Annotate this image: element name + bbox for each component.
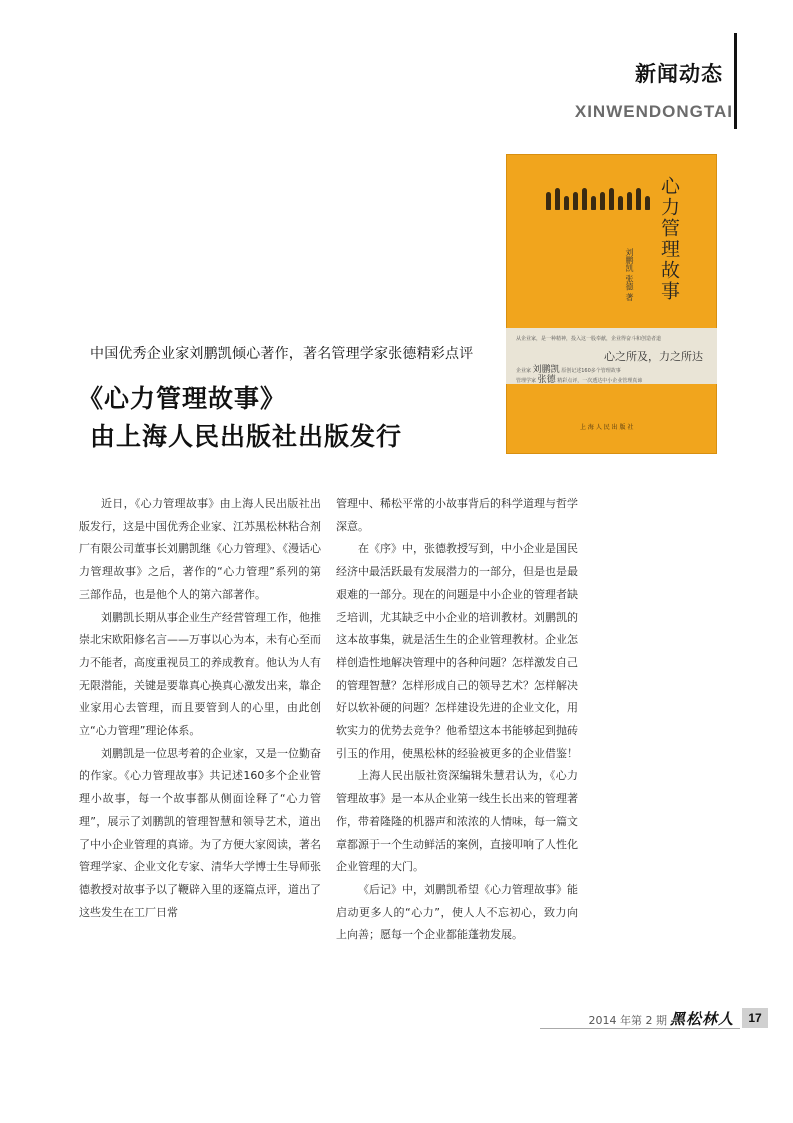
people-figures-illustration — [546, 188, 650, 210]
article-kicker: 中国优秀企业家刘鹏凯倾心著作，著名管理学家张德精彩点评 — [90, 346, 474, 362]
book-cover-band — [506, 328, 717, 384]
headline-line-2: 由上海人民出版社出版发行 — [90, 422, 403, 451]
book-cover-band-text: 从企业家，是一种精神，投入这一股奉献，企业得奋斗和创造者道 — [516, 336, 662, 342]
section-divider — [734, 33, 737, 129]
article-headline — [78, 380, 402, 456]
book-cover-authors: 刘鹏凯 张德 著 — [625, 248, 634, 302]
paragraph: 近日，《心力管理故事》由上海人民出版社出版发行，这是中国优秀企业家、江苏黑松林粘合剂厂有限公司董事长刘鹏凯继《心力管理》、《漫话心力管理故事》之后，著作的“心力管理”系列的第三部作品，也是他个人的第六部著作。 — [79, 497, 321, 601]
section-title: 新闻动态 — [635, 62, 723, 86]
article-column-right — [336, 493, 578, 947]
book-cover-image — [506, 154, 717, 454]
issue-label: 2014 年第 2 期 — [588, 1014, 667, 1027]
footer-rule — [540, 1028, 740, 1029]
paragraph: 刘鹏凯是一位思考着的企业家，又是一位勤奋的作家。《心力管理故事》共记述160多个企业管理小故事，每一个故事都从侧面诠释了“心力管理”，展示了刘鹏凯的管理智慧和领导艺术，道出了中小企业管理的真谛。为了方便大家阅读，著名管理学家、企业文化专家、清华大学博士生导师张德教授对故事予以了鞭辟入里的逐篇点评，道出了这些发生在工厂日常 — [79, 746, 321, 919]
book-cover-slogan: 心之所及，力之所达 — [604, 350, 703, 363]
article-column-left — [79, 493, 321, 924]
paragraph: 在《序》中，张德教授写到，中小企业是国民经济中最活跃最有发展潜力的一部分，但是也是最艰难的一部分。现在的问题是中小企业的管理者缺乏培训，尤其缺乏中小企业的培训教材。刘鹏凯的这本故事集，就是活生生的企业管理教材。企业怎样创造性地解决管理中的各种问题？怎样激发自己的管理智慧？怎样形成自己的领导艺术？怎样解决好以软补硬的问题？怎样建设先进的企业文化，用软实力的优势去竞争？他希望这本书能够起到抛砖引玉的作用，使黑松林的经验被更多的企业借鉴！ — [336, 542, 578, 760]
book-cover-publisher: 上 海 人 民 出 版 社 — [580, 424, 634, 431]
section-subtitle: XINWENDONGTAI — [574, 102, 733, 121]
headline-line-1: 《心力管理故事》 — [78, 384, 287, 413]
paragraph: 《后记》中，刘鹏凯希望《心力管理故事》能启动更多人的“心力”，使人人不忘初心，致力向上向善；愿每一个企业都能蓬勃发展。 — [336, 882, 578, 942]
paragraph-continued: 管理中、稀松平常的小故事背后的科学道理与哲学深意。 — [336, 497, 578, 533]
page-footer — [540, 1006, 770, 1030]
paragraph: 刘鹏凯长期从事企业生产经营管理工作，他推崇北宋欧阳修名言——万事以心为本，未有心至而力不能者，高度重视员工的养成教育。他认为人有无限潜能，关键是要靠真心换真心激发出来，靠企业家用心去管理，而且要管到人的心里，由此创立“心力管理”理论体系。 — [79, 610, 321, 738]
book-cover-title: 心力管理故事 — [658, 176, 680, 302]
page-number: 17 — [742, 1008, 768, 1028]
book-cover-promo-2: 管理学家 张德 精彩点评，一次透达中小企业管理真谛 — [516, 375, 643, 385]
paragraph: 上海人民出版社资深编辑朱慧君认为，《心力管理故事》是一本从企业第一线生长出来的管理著作，带着隆隆的机器声和浓浓的人情味，每一篇文章都源于一个生动鲜活的案例，直接叩响了人性化企业管理的大门。 — [336, 769, 578, 874]
magazine-logo: 黑松林人 — [669, 1010, 734, 1028]
book-cover-promo-1: 企业家 刘鹏凯 原创记述160多个管理故事 — [516, 365, 621, 375]
